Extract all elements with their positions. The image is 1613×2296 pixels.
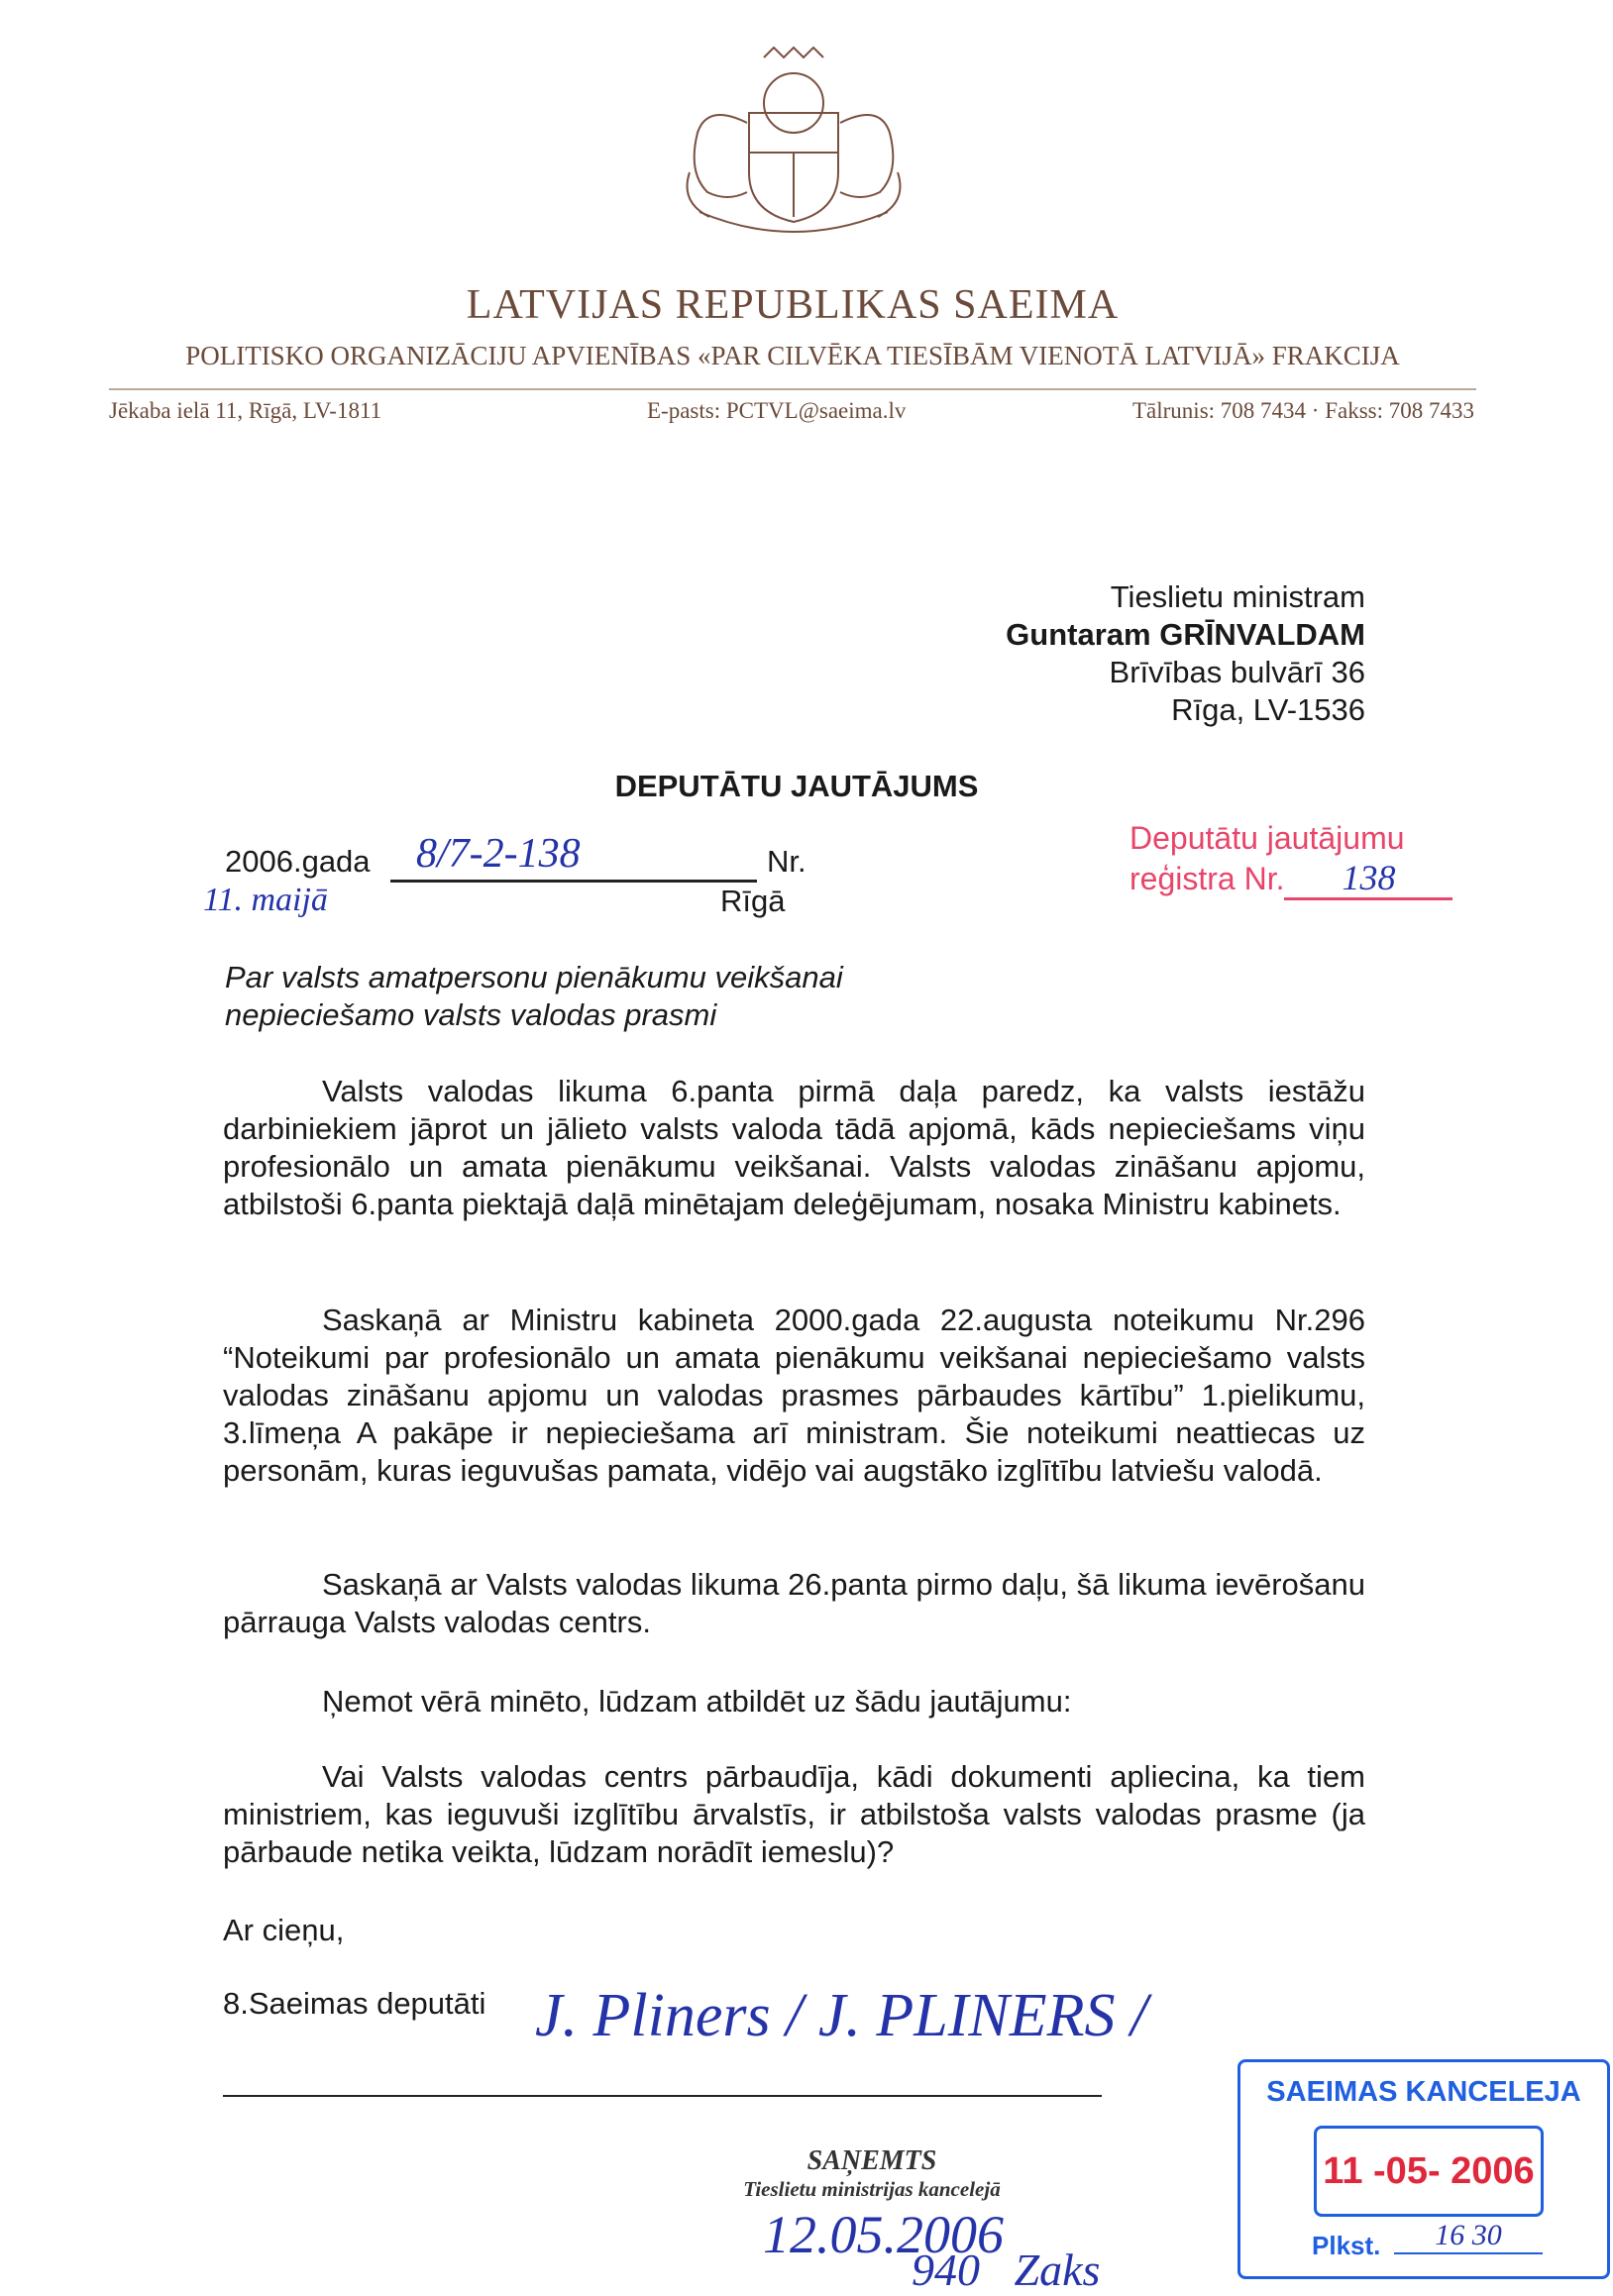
register-number-handwritten: 138 bbox=[1284, 858, 1452, 900]
received-stamp-subtitle: Tieslietu ministrijas kancelejā bbox=[743, 2177, 1001, 2201]
paragraph: Vai Valsts valodas centrs pārbaudīja, kādi dokumenti apliecina, ka tiem ministriem, kas ieguvuši izglītību ārvalstīs, ir atbilstoša valsts valodas prasme (ja pārbaude netika veikta, lūdzam norādīt iemeslu)? bbox=[223, 1759, 1365, 1869]
letterhead-divider bbox=[109, 388, 1476, 390]
stamp-title: SAEIMAS KANCELEJA bbox=[1266, 2076, 1581, 2108]
letterhead-title: LATVIJAS REPUBLIKAS SAEIMA bbox=[466, 282, 1120, 328]
signature: J. Pliners / J. PLINERS / bbox=[535, 1982, 1148, 2049]
received-stamp bbox=[733, 2145, 1011, 2202]
addressee-line: Tieslietu ministram bbox=[1110, 579, 1365, 614]
addressee-city: Rīga, LV-1536 bbox=[1171, 692, 1365, 727]
register-stamp-line1: Deputātu jautājumu bbox=[1129, 820, 1405, 856]
received-handwritten-note: 940 Zaks bbox=[912, 2244, 1101, 2295]
number-underline bbox=[390, 880, 757, 883]
stamp-time-label: Plkst. bbox=[1312, 2231, 1381, 2260]
received-stamp-title: SAŅEMTS bbox=[806, 2145, 937, 2176]
addressee-name: Guntaram GRĪNVALDAM bbox=[1006, 617, 1365, 652]
signatory-label: 8.Saeimas deputāti bbox=[223, 1986, 486, 2021]
saeima-chancery-stamp bbox=[1237, 2059, 1610, 2279]
subject-line: Par valsts amatpersonu pienākumu veikšanai bbox=[225, 960, 843, 994]
stamp-date: 11 -05- 2006 bbox=[1314, 2126, 1544, 2217]
register-stamp bbox=[1129, 818, 1452, 900]
letterhead-phone: Tālrunis: 708 7434 · Fakss: 708 7433 bbox=[1132, 398, 1474, 423]
paragraph: Ņemot vērā minēto, lūdzam atbildēt uz šādu jautājumu: bbox=[322, 1684, 1072, 1719]
closing: Ar cieņu, bbox=[223, 1913, 345, 1947]
subject-line: nepieciešamo valsts valodas prasmi bbox=[225, 997, 717, 1032]
stamp-time-handwritten: 16 30 bbox=[1394, 2219, 1543, 2254]
dateline-place: Rīgā bbox=[720, 884, 786, 918]
dateline-year: 2006.gada bbox=[225, 844, 371, 879]
paragraph: Valsts valodas likuma 6.panta pirmā daļa paredz, ka valsts iestāžu darbiniekiem jāprot un jālieto valsts valoda tādā apjomā, kāds nepieciešams viņu profesionālo un amata pienākumu veikšanai. Valsts valodas zināšanu apjomu, atbilstoši 6.panta piektajā daļā minētajam deleģējumam, nosaka Ministru kabinets. bbox=[223, 1074, 1365, 1221]
received-date-handwritten: 12.05.2006 bbox=[763, 2205, 1004, 2264]
addressee-street: Brīvības bulvārī 36 bbox=[1109, 655, 1365, 689]
letterhead-address: Jēkaba ielā 11, Rīgā, LV-1811 bbox=[109, 398, 382, 423]
letterhead-subtitle: POLITISKO ORGANIZĀCIJU APVIENĪBAS «PAR CILVĒKA TIESĪBĀM VIENOTĀ LATVIJĀ» FRAKCIJA bbox=[185, 341, 1400, 370]
letterhead-email: E-pasts: PCTVL@saeima.lv bbox=[647, 398, 907, 423]
handwritten-date: 11. maijā bbox=[203, 882, 328, 918]
document-heading: DEPUTĀTU JAUTĀJUMS bbox=[614, 769, 979, 803]
coat-of-arms-logo bbox=[670, 44, 917, 248]
paragraph: Saskaņā ar Valsts valodas likuma 26.panta pirmo daļu, šā likuma ievērošanu pārrauga Valsts valodas centrs. bbox=[223, 1567, 1365, 1639]
paragraph: Saskaņā ar Ministru kabineta 2000.gada 22.augusta noteikumu Nr.296 “Noteikumi par profesionālo un amata pienākumu veikšanai nepieciešamo valsts valodas zināšanu apjomu un valodas prasmes pārbaudes kārtību” 1.pielikumu, 3.līmeņa A pakāpe ir nepieciešama arī ministram. Šie noteikumi neattiecas uz personām, kuras ieguvušas pamata, vidējo vai augstāko izglītību latviešu valodā. bbox=[223, 1303, 1365, 1488]
signature-line bbox=[223, 2095, 1102, 2097]
register-stamp-line2: reģistra Nr. 138 bbox=[1129, 858, 1452, 900]
subject bbox=[225, 959, 843, 1034]
handwritten-number: 8/7-2-138 bbox=[416, 831, 581, 877]
dateline-nr: Nr. bbox=[767, 844, 806, 879]
